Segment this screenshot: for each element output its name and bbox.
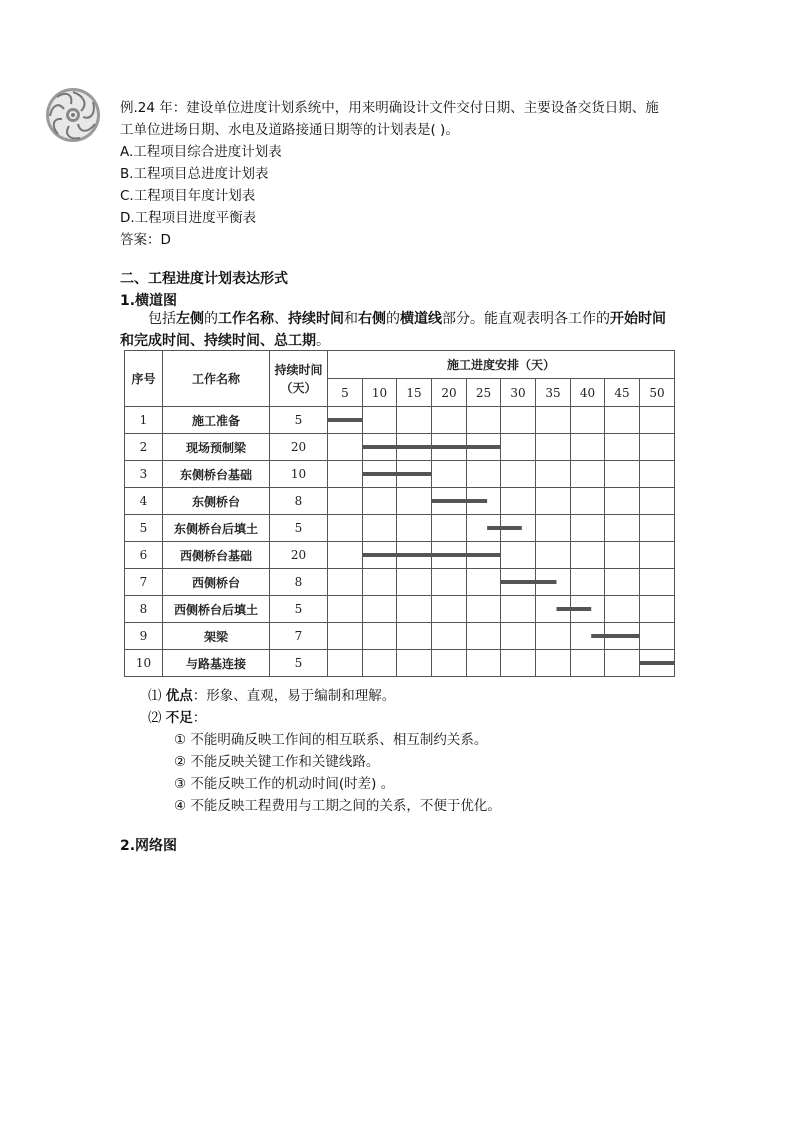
schedule-cell	[328, 596, 363, 623]
table-row	[125, 596, 675, 623]
schedule-cell	[467, 650, 501, 677]
schedule-cell	[605, 461, 640, 488]
schedule-cell	[328, 569, 363, 596]
schedule-cell	[571, 434, 605, 461]
schedule-cell	[363, 569, 397, 596]
row-task-name: 与路基连接	[163, 650, 270, 677]
schedule-cell	[501, 596, 536, 623]
schedule-cell	[397, 434, 432, 461]
row-task-name: 东侧桥台	[163, 488, 270, 515]
section-title: 二、工程进度计划表达形式	[120, 271, 288, 287]
schedule-cell	[501, 569, 536, 596]
schedule-cell	[328, 650, 363, 677]
tick-label: 5	[328, 379, 363, 407]
schedule-cell	[397, 542, 432, 569]
schedule-cell	[571, 596, 605, 623]
row-task-name: 西侧桥台	[163, 569, 270, 596]
gantt-description-line-2: 和完成时间、持续时间、总工期。	[120, 333, 330, 349]
schedule-cell	[640, 407, 675, 434]
schedule-cell	[640, 650, 675, 677]
schedule-cell	[363, 596, 397, 623]
note-advantages: ⑴ 优点：形象、直观，易于编制和理解。	[148, 688, 396, 704]
row-seq: 5	[125, 515, 163, 542]
table-row	[125, 542, 675, 569]
row-task-name: 东侧桥台基础	[163, 461, 270, 488]
schedule-cell	[397, 650, 432, 677]
schedule-cell	[571, 488, 605, 515]
schedule-cell	[501, 650, 536, 677]
schedule-cell	[363, 407, 397, 434]
schedule-cell	[501, 488, 536, 515]
schedule-cell	[536, 569, 571, 596]
schedule-cell	[640, 434, 675, 461]
schedule-cell	[536, 434, 571, 461]
row-seq: 4	[125, 488, 163, 515]
option-b: B.工程项目总进度计划表	[120, 166, 269, 182]
schedule-cell	[432, 623, 467, 650]
schedule-cell	[432, 461, 467, 488]
table-row	[125, 623, 675, 650]
row-duration: 20	[270, 434, 328, 461]
gantt-description-line-1: 包括左侧的工作名称、持续时间和右侧的横道线部分。能直观表明各工作的开始时间	[148, 311, 666, 327]
schedule-cell	[397, 488, 432, 515]
schedule-cell	[328, 461, 363, 488]
disadvantage-item: ③ 不能反映工作的机动时间(时差) 。	[174, 776, 395, 792]
tick-label: 35	[536, 379, 571, 407]
schedule-cell	[536, 596, 571, 623]
row-duration: 5	[270, 407, 328, 434]
schedule-cell	[571, 623, 605, 650]
question-line-2: 工单位进场日期、水电及道路接通日期等的计划表是( )。	[120, 122, 459, 138]
schedule-cell	[536, 650, 571, 677]
schedule-cell	[640, 569, 675, 596]
schedule-cell	[605, 623, 640, 650]
row-seq: 3	[125, 461, 163, 488]
schedule-cell	[328, 434, 363, 461]
schedule-cell	[571, 515, 605, 542]
schedule-cell	[605, 569, 640, 596]
table-row	[125, 407, 675, 434]
row-seq: 10	[125, 650, 163, 677]
schedule-cell	[328, 488, 363, 515]
schedule-cell	[501, 461, 536, 488]
schedule-cell	[467, 596, 501, 623]
header-name: 工作名称	[163, 351, 270, 407]
table-row	[125, 650, 675, 677]
schedule-cell	[467, 542, 501, 569]
schedule-cell	[363, 542, 397, 569]
tick-label: 10	[363, 379, 397, 407]
schedule-cell	[536, 623, 571, 650]
schedule-cell	[467, 623, 501, 650]
schedule-cell	[432, 650, 467, 677]
header-schedule: 施工进度安排（天）	[328, 351, 675, 379]
schedule-cell	[571, 542, 605, 569]
row-task-name: 西侧桥台后填土	[163, 596, 270, 623]
schedule-cell	[467, 407, 501, 434]
schedule-cell	[363, 623, 397, 650]
schedule-cell	[363, 488, 397, 515]
schedule-cell	[397, 569, 432, 596]
schedule-cell	[467, 515, 501, 542]
schedule-cell	[397, 623, 432, 650]
schedule-cell	[640, 596, 675, 623]
row-seq: 2	[125, 434, 163, 461]
table-row	[125, 488, 675, 515]
schedule-cell	[571, 569, 605, 596]
subsection-network-title: 2.网络图	[120, 838, 178, 854]
schedule-cell	[571, 461, 605, 488]
schedule-cell	[536, 542, 571, 569]
gantt-table	[124, 350, 675, 677]
row-duration: 8	[270, 569, 328, 596]
schedule-cell	[363, 434, 397, 461]
schedule-cell	[467, 569, 501, 596]
schedule-cell	[605, 434, 640, 461]
table-row	[125, 434, 675, 461]
schedule-cell	[640, 623, 675, 650]
row-duration: 20	[270, 542, 328, 569]
schedule-cell	[467, 488, 501, 515]
question-line-1: 例.24 年：建设单位进度计划系统中，用来明确设计文件交付日期、主要设备交货日期、施	[120, 100, 659, 116]
schedule-cell	[432, 434, 467, 461]
schedule-cell	[501, 542, 536, 569]
disadvantage-item: ② 不能反映关键工作和关键线路。	[174, 754, 380, 770]
tick-label: 15	[397, 379, 432, 407]
option-c: C.工程项目年度计划表	[120, 188, 256, 204]
row-seq: 9	[125, 623, 163, 650]
schedule-cell	[571, 650, 605, 677]
schedule-cell	[640, 461, 675, 488]
row-duration: 7	[270, 623, 328, 650]
schedule-cell	[432, 596, 467, 623]
answer-text: 答案：D	[120, 232, 171, 248]
schedule-cell	[467, 461, 501, 488]
tick-label: 20	[432, 379, 467, 407]
schedule-cell	[501, 407, 536, 434]
row-seq: 8	[125, 596, 163, 623]
schedule-cell	[363, 461, 397, 488]
schedule-cell	[640, 488, 675, 515]
schedule-cell	[640, 542, 675, 569]
logo-seal-icon	[44, 86, 102, 144]
schedule-cell	[328, 542, 363, 569]
schedule-cell	[571, 407, 605, 434]
schedule-cell	[432, 488, 467, 515]
schedule-cell	[397, 461, 432, 488]
table-row	[125, 569, 675, 596]
disadvantage-item: ① 不能明确反映工作间的相互联系、相互制约关系。	[174, 732, 488, 748]
row-seq: 6	[125, 542, 163, 569]
row-task-name: 西侧桥台基础	[163, 542, 270, 569]
schedule-cell	[328, 623, 363, 650]
schedule-cell	[328, 407, 363, 434]
schedule-cell	[536, 515, 571, 542]
row-duration: 5	[270, 596, 328, 623]
schedule-cell	[363, 515, 397, 542]
schedule-cell	[432, 407, 467, 434]
option-d: D.工程项目进度平衡表	[120, 210, 257, 226]
row-task-name: 东侧桥台后填土	[163, 515, 270, 542]
disadvantage-item: ④ 不能反映工程费用与工期之间的关系，不便于优化。	[174, 798, 501, 814]
tick-label: 25	[467, 379, 501, 407]
header-duration-line-1: 持续时间	[274, 362, 323, 377]
row-seq: 1	[125, 407, 163, 434]
schedule-cell	[432, 515, 467, 542]
row-seq: 7	[125, 569, 163, 596]
schedule-cell	[328, 515, 363, 542]
row-duration: 5	[270, 515, 328, 542]
schedule-cell	[432, 569, 467, 596]
schedule-cell	[397, 596, 432, 623]
tick-label: 50	[640, 379, 675, 407]
schedule-cell	[536, 407, 571, 434]
row-task-name: 架梁	[163, 623, 270, 650]
schedule-cell	[501, 434, 536, 461]
row-duration: 5	[270, 650, 328, 677]
schedule-cell	[605, 650, 640, 677]
row-duration: 8	[270, 488, 328, 515]
row-duration: 10	[270, 461, 328, 488]
schedule-cell	[605, 488, 640, 515]
schedule-cell	[363, 650, 397, 677]
schedule-cell	[432, 542, 467, 569]
header-seq: 序号	[125, 351, 163, 407]
schedule-cell	[605, 407, 640, 434]
subsection-gantt-title: 1.横道图	[120, 293, 178, 309]
row-task-name: 现场预制梁	[163, 434, 270, 461]
note-disadvantages: ⑵ 不足：	[148, 710, 207, 726]
header-duration	[270, 351, 328, 407]
schedule-cell	[640, 515, 675, 542]
schedule-cell	[605, 596, 640, 623]
tick-label: 40	[571, 379, 605, 407]
schedule-cell	[536, 461, 571, 488]
schedule-cell	[605, 515, 640, 542]
schedule-cell	[605, 542, 640, 569]
table-row	[125, 515, 675, 542]
header-duration-line-2: （天）	[280, 380, 317, 395]
schedule-cell	[467, 434, 501, 461]
tick-label: 45	[605, 379, 640, 407]
schedule-cell	[397, 515, 432, 542]
schedule-cell	[501, 623, 536, 650]
schedule-cell	[501, 515, 536, 542]
row-task-name: 施工准备	[163, 407, 270, 434]
schedule-cell	[536, 488, 571, 515]
option-a: A.工程项目综合进度计划表	[120, 144, 282, 160]
schedule-cell	[397, 407, 432, 434]
tick-label: 30	[501, 379, 536, 407]
table-row	[125, 461, 675, 488]
